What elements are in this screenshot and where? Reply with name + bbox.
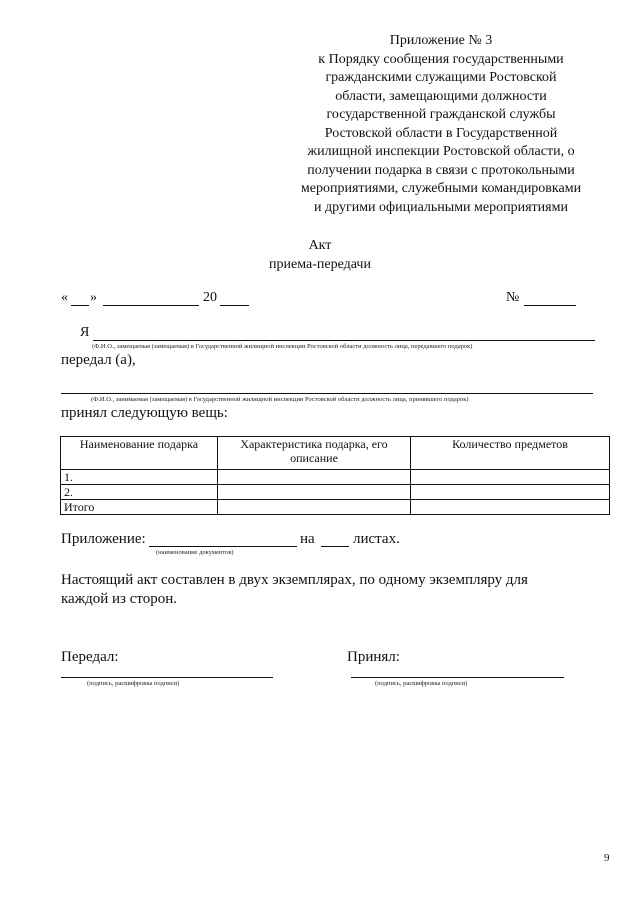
- gifts-table: [60, 436, 610, 515]
- appendix-line: области, замещающими должности: [335, 88, 547, 104]
- receiver-caption: (Ф.И.О., занимаемая (замещаемая) в Государственной жилищной инспекции Ростовской области должность лица, принявшего подарок): [91, 396, 469, 403]
- giver-action: передал (а),: [61, 352, 136, 368]
- page-number: 9: [604, 852, 610, 864]
- table-row: [61, 470, 610, 485]
- header-gift-description: Характеристика подарка, его описание: [218, 437, 411, 470]
- appendix-line: государственной гражданской службы: [326, 107, 556, 122]
- giver-caption: (Ф.И.О., замещаемая (замещаемая) в Государственной жилищной инспекции Ростовской области должность лица, передавшего подарок): [92, 343, 473, 350]
- table-cell[interactable]: [411, 485, 610, 500]
- attachment-caption: (наименование документов): [156, 549, 234, 556]
- act-title: Акт: [308, 238, 332, 253]
- day-field[interactable]: [71, 305, 89, 306]
- attachment-label: Приложение:: [61, 531, 146, 547]
- appendix-line: Приложение № 3: [389, 33, 493, 48]
- appendix-line: Ростовской области в Государственной: [324, 125, 558, 141]
- table-row: [61, 485, 610, 500]
- appendix-line: и другими официальными мероприятиями: [314, 199, 568, 215]
- attachment-sheets: листах.: [353, 531, 400, 547]
- table-cell[interactable]: [218, 470, 411, 485]
- table-header-row: [61, 437, 610, 470]
- quote-close: »: [90, 290, 97, 305]
- receiver-name-field[interactable]: [61, 393, 593, 394]
- table-cell[interactable]: Итого: [61, 500, 218, 515]
- table-cell[interactable]: 1.: [61, 470, 218, 485]
- year-field[interactable]: [220, 305, 249, 306]
- year-prefix: 20: [203, 290, 217, 305]
- header-gift-quantity: Количество предметов: [411, 437, 610, 470]
- signature-right-field[interactable]: [351, 677, 564, 678]
- giver-prefix: Я: [80, 325, 90, 340]
- attachment-docs-field[interactable]: [149, 546, 297, 547]
- appendix-line: к Порядку сообщения государственными: [318, 51, 564, 67]
- table-cell[interactable]: [218, 485, 411, 500]
- month-field[interactable]: [103, 305, 199, 306]
- signature-left-label: Передал:: [61, 649, 119, 665]
- attachment-on: на: [300, 531, 315, 547]
- table-cell[interactable]: [411, 500, 610, 515]
- statement-line: каждой из сторон.: [61, 591, 177, 607]
- appendix-line: гражданскими служащими Ростовской: [325, 70, 557, 85]
- giver-name-field[interactable]: [93, 340, 595, 341]
- receiver-action: принял следующую вещь:: [61, 405, 228, 421]
- signature-right-caption: (подпись, расшифровка подписи): [375, 680, 468, 687]
- statement-line: Настоящий акт составлен в двух экземплярах, по одному экземпляру для: [61, 572, 528, 588]
- act-subtitle: приема-передачи: [269, 257, 371, 272]
- header-gift-name: Наименование подарка: [61, 437, 218, 470]
- appendix-line: получении подарка в связи с протокольными: [307, 162, 575, 178]
- act-number-field[interactable]: [524, 305, 576, 306]
- number-sign: №: [506, 290, 520, 305]
- attachment-sheets-field[interactable]: [321, 546, 349, 547]
- signature-left-field[interactable]: [61, 677, 273, 678]
- table-cell[interactable]: [218, 500, 411, 515]
- quote-open: «: [61, 290, 68, 305]
- appendix-line: жилищной инспекции Ростовской области, о: [307, 144, 575, 159]
- signature-right-label: Принял:: [347, 649, 400, 665]
- appendix-line: мероприятиями, служебными командировками: [300, 181, 582, 196]
- signature-left-caption: (подпись, расшифровка подписи): [87, 680, 180, 687]
- appendix-header: [278, 32, 604, 217]
- table-cell[interactable]: 2.: [61, 485, 218, 500]
- table-cell[interactable]: [411, 470, 610, 485]
- table-row: [61, 500, 610, 515]
